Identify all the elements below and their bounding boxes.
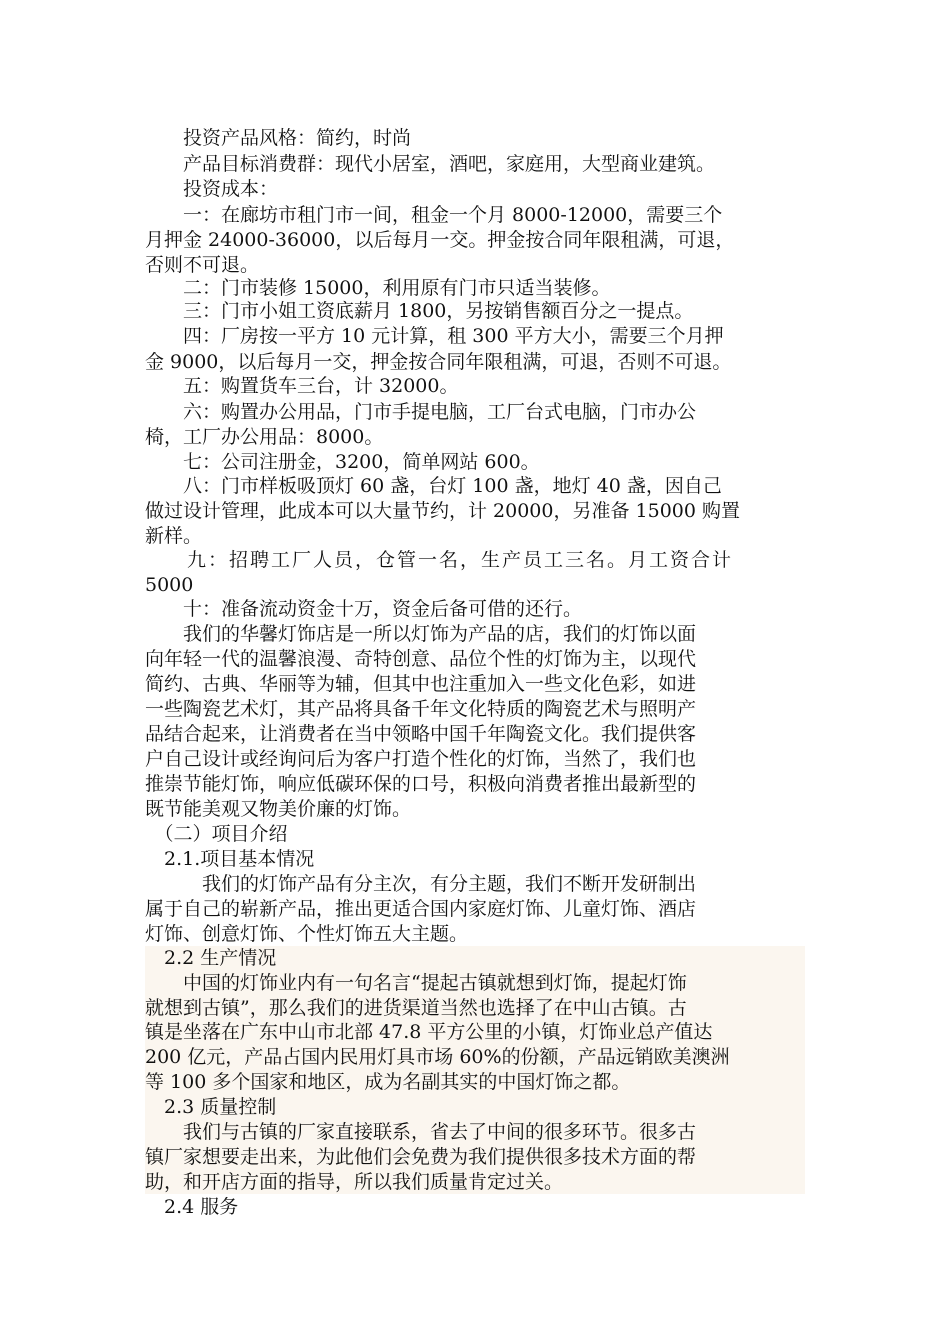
paragraph-line: 新样。	[145, 525, 203, 547]
paragraph-line: 七：公司注册金，3200，简单网站 600。	[145, 451, 540, 473]
paragraph-line: 就想到古镇”，那么我们的进货渠道当然也选择了在中山古镇。古	[145, 997, 687, 1019]
paragraph-line: 助，和开店方面的指导，所以我们质量肯定过关。	[145, 1171, 564, 1193]
paragraph-line: 中国的灯饰业内有一句名言“提起古镇就想到灯饰，提起灯饰	[145, 972, 687, 994]
subsection-heading: 2.1.项目基本情况	[145, 848, 315, 870]
paragraph-line: 做过设计管理，此成本可以大量节约，计 20000，另准备 15000 购置	[145, 500, 741, 522]
paragraph-line: 二：门市装修 15000，利用原有门市只适当装修。	[145, 277, 611, 299]
subsection-heading: 2.3 质量控制	[145, 1096, 277, 1118]
paragraph-line: 否则不可退。	[145, 254, 260, 276]
paragraph-line: 我们的灯饰产品有分主次，有分主题，我们不断开发研制出	[145, 873, 697, 895]
paragraph-line: 九：招聘工厂人员，仓管一名，生产员工三名。月工资合计	[145, 549, 734, 571]
paragraph-line: 投资成本：	[145, 178, 279, 200]
paragraph-line: 十：准备流动资金十万，资金后备可借的还行。	[145, 598, 583, 620]
paragraph-line: 产品目标消费群：现代小居室，酒吧，家庭用，大型商业建筑。	[145, 153, 716, 175]
paragraph-line: 简约、古典、华丽等为辅，但其中也注重加入一些文化色彩，如进	[145, 673, 697, 695]
paragraph-line: 属于自己的崭新产品，推出更适合国内家庭灯饰、儿童灯饰、酒店	[145, 898, 697, 920]
paragraph-line: 我们与古镇的厂家直接联系，省去了中间的很多环节。很多古	[145, 1121, 697, 1143]
paragraph-line: 投资产品风格：简约，时尚	[145, 127, 412, 149]
paragraph-line: 户自己设计或经询问后为客户打造个性化的灯饰，当然了，我们也	[145, 748, 697, 770]
subsection-heading: 2.4 服务	[145, 1196, 239, 1218]
paragraph-line: 200 亿元，产品占国内民用灯具市场 60%的份额，产品远销欧美澳洲	[145, 1046, 730, 1068]
paragraph-line: 八：门市样板吸顶灯 60 盏，台灯 100 盏，地灯 40 盏，因自己	[145, 475, 722, 497]
paragraph-line: 我们的华馨灯饰店是一所以灯饰为产品的店，我们的灯饰以面	[145, 623, 697, 645]
paragraph-line: 五：购置货车三台，计 32000。	[145, 375, 459, 397]
paragraph-line: 椅，工厂办公用品：8000。	[145, 426, 384, 448]
paragraph-line: 推崇节能灯饰，响应低碳环保的口号，积极向消费者推出最新型的	[145, 773, 697, 795]
paragraph-line: 镇厂家想要走出来，为此他们会免费为我们提供很多技术方面的帮	[145, 1146, 697, 1168]
section-heading: （二）项目介绍	[145, 823, 288, 845]
paragraph-line: 一些陶瓷艺术灯，其产品将具备千年文化特质的陶瓷艺术与照明产	[145, 698, 697, 720]
paragraph-line: 镇是坐落在广东中山市北部 47.8 平方公里的小镇，灯饰业总产值达	[145, 1021, 713, 1043]
paragraph-line: 等 100 多个国家和地区，成为名副其实的中国灯饰之都。	[145, 1071, 631, 1093]
paragraph-line: 5000	[145, 574, 194, 596]
paragraph-line: 六：购置办公用品，门市手提电脑，工厂台式电脑，门市办公	[145, 401, 697, 423]
paragraph-line: 三：门市小姐工资底薪月 1800，另按销售额百分之一提点。	[145, 300, 694, 322]
paragraph-line: 一：在廊坊市租门市一间，租金一个月 8000-12000，需要三个	[145, 204, 723, 226]
subsection-heading: 2.2 生产情况	[145, 947, 277, 969]
paragraph-line: 既节能美观又物美价廉的灯饰。	[145, 798, 412, 820]
paragraph-line: 四：厂房按一平方 10 元计算，租 300 平方大小，需要三个月押	[145, 325, 724, 347]
paragraph-line: 月押金 24000-36000，以后每月一交。押金按合同年限租满，可退，	[145, 229, 735, 251]
paragraph-line: 金 9000，以后每月一交，押金按合同年限租满，可退，否则不可退。	[145, 351, 732, 373]
paragraph-line: 向年轻一代的温馨浪漫、奇特创意、品位个性的灯饰为主，以现代	[145, 648, 697, 670]
paragraph-line: 灯饰、创意灯饰、个性灯饰五大主题。	[145, 923, 469, 945]
paragraph-line: 品结合起来，让消费者在当中领略中国千年陶瓷文化。我们提供客	[145, 723, 697, 745]
